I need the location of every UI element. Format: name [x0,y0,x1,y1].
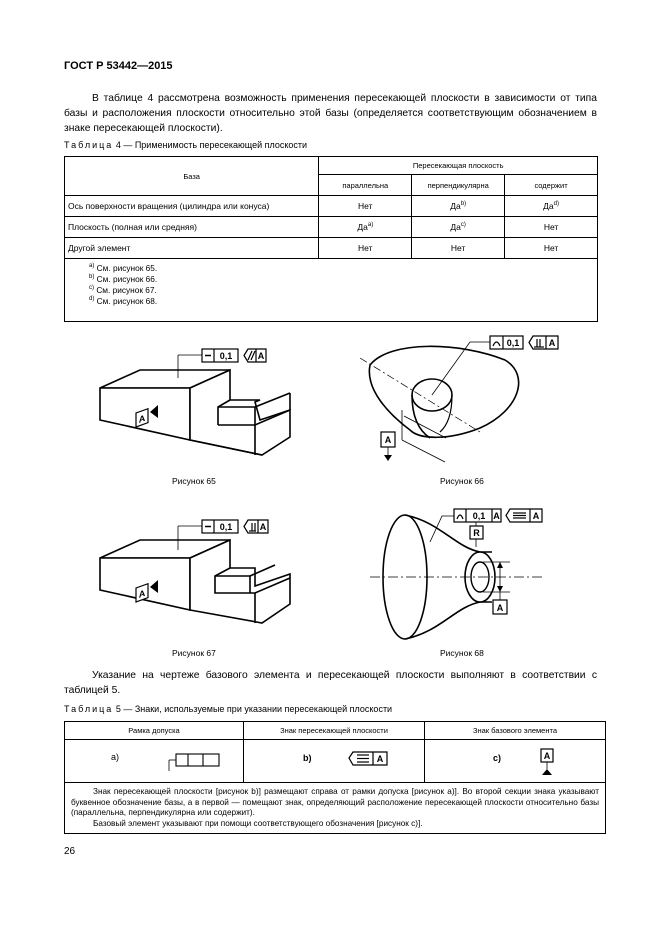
table4-notes [65,259,598,322]
table5 [64,721,606,834]
figure-68-label: Рисунок 68 [440,648,484,658]
paragraph-2: Указание на чертеже базового элемента и пересекающей плоскости выполняют в соответствии с таблицей 5. [64,670,597,696]
figure-66-label: Рисунок 66 [440,476,484,486]
table5-datum-c: A [543,751,551,761]
table4-col-group: Пересекающая плоскость [319,157,598,175]
document-header: ГОСТ Р 53442—2015 [64,60,173,72]
cell-value: Нет [505,217,598,238]
fig65-tolerance: 0,1 [219,351,233,361]
table5-symbol-frame [65,740,244,783]
table4-caption-prefix: Таблица [64,140,114,150]
fig68-tolerance: 0,1 [472,511,486,521]
table4-col-contains: содержит [505,175,598,196]
cell-value: Нет [505,238,598,259]
table4-caption [64,140,307,150]
table4-col-parallel: параллельна [319,175,412,196]
table5-datum-b: A [376,754,384,764]
cell-value: Нет [412,238,505,259]
figure-67-drawing [90,518,310,643]
mark-b: b) [303,753,312,763]
table-row [65,217,598,238]
fig68-datum-box: A [496,603,504,613]
table5-text-1: Знак пересекающей плоскости [рисунок b)] размещают справа от рамки допуска [рисунок a)]. Во второй секции знака указывают буквенное обозначение базы, а в первой — помещают знак, определяющий расположение пересекающей плоскости относительно базы (параллельна, перпендикулярна или содержит). [71,787,599,817]
table5-caption-text: 5 — Знаки, используемые при указании пересекающей плоскости [115,704,393,714]
table5-caption [64,704,392,714]
table-row [65,238,598,259]
fig67-tolerance: 0,1 [219,522,233,532]
fig68-datum-2: A [532,511,540,521]
table5-description [65,783,606,834]
fig66-datum-box: A [384,435,392,445]
fig66-tolerance: 0,1 [506,338,520,348]
note: $^{a)}$ См. рисунок 65. [89,263,158,273]
cell-value: $Да^{d)}$ [505,196,598,217]
figure-65-label: Рисунок 65 [172,476,216,486]
table4-col-perpendicular: перпендикулярна [412,175,505,196]
page-number: 26 [64,846,76,857]
figure-65-drawing [90,345,310,470]
cell-value: $Да^{c)}$ [412,217,505,238]
figure-67-label: Рисунок 67 [172,648,216,658]
table5-symbol-datum [425,740,606,783]
table-row [65,196,598,217]
figure-68-drawing [370,502,580,642]
row-label: Ось поверхности вращения (цилиндра или конуса) [65,196,319,217]
table4-col-base: База [65,157,319,196]
table5-text-2: Базовый элемент указывают при помощи соответствующего обозначения [рисунок c)]. [93,818,423,828]
table5-col-plane-sign: Знак пересекающей плоскости [244,722,425,740]
table5-col-frame: Рамка допуска [65,722,244,740]
figure-66-drawing [360,320,575,475]
cell-value: Нет [319,196,412,217]
row-label: Плоскость (полная или средняя) [65,217,319,238]
fig67-datum: A [259,522,267,532]
intro-paragraph: В таблице 4 рассмотрена возможность применения пересекающей плоскости в зависимости от типа базы и расположения плоскости относительно этой базы (определяется соответствующим обозначением в знаке пересекающей плоскости). [64,93,597,134]
note: $^{c)}$ См. рисунок 67. [89,285,157,295]
table4-caption-text: 4 — Применимость пересекающей плоскости [115,140,308,150]
fig68-datum: A [493,511,500,521]
mark-a: a) [111,752,120,762]
table5-caption-prefix: Таблица [64,704,114,714]
row-label: Другой элемент [65,238,319,259]
cell-value: $Да^{a)}$ [319,217,412,238]
table5-col-datum-sign: Знак базового элемента [425,722,606,740]
fig68-ref: R [473,528,480,538]
fig65-datum: A [257,351,265,361]
cell-value: Нет [319,238,412,259]
fig67-datum-box: A [138,587,146,600]
table5-symbol-plane [244,740,425,783]
table4 [64,156,598,322]
note: $^{b)}$ См. рисунок 66. [89,274,158,284]
note: $^{d)}$ См. рисунок 68. [89,296,158,306]
mark-c: c) [493,753,502,763]
cell-value: $Да^{b)}$ [412,196,505,217]
fig65-datum-box: A [138,412,146,425]
fig66-datum: A [548,338,556,348]
